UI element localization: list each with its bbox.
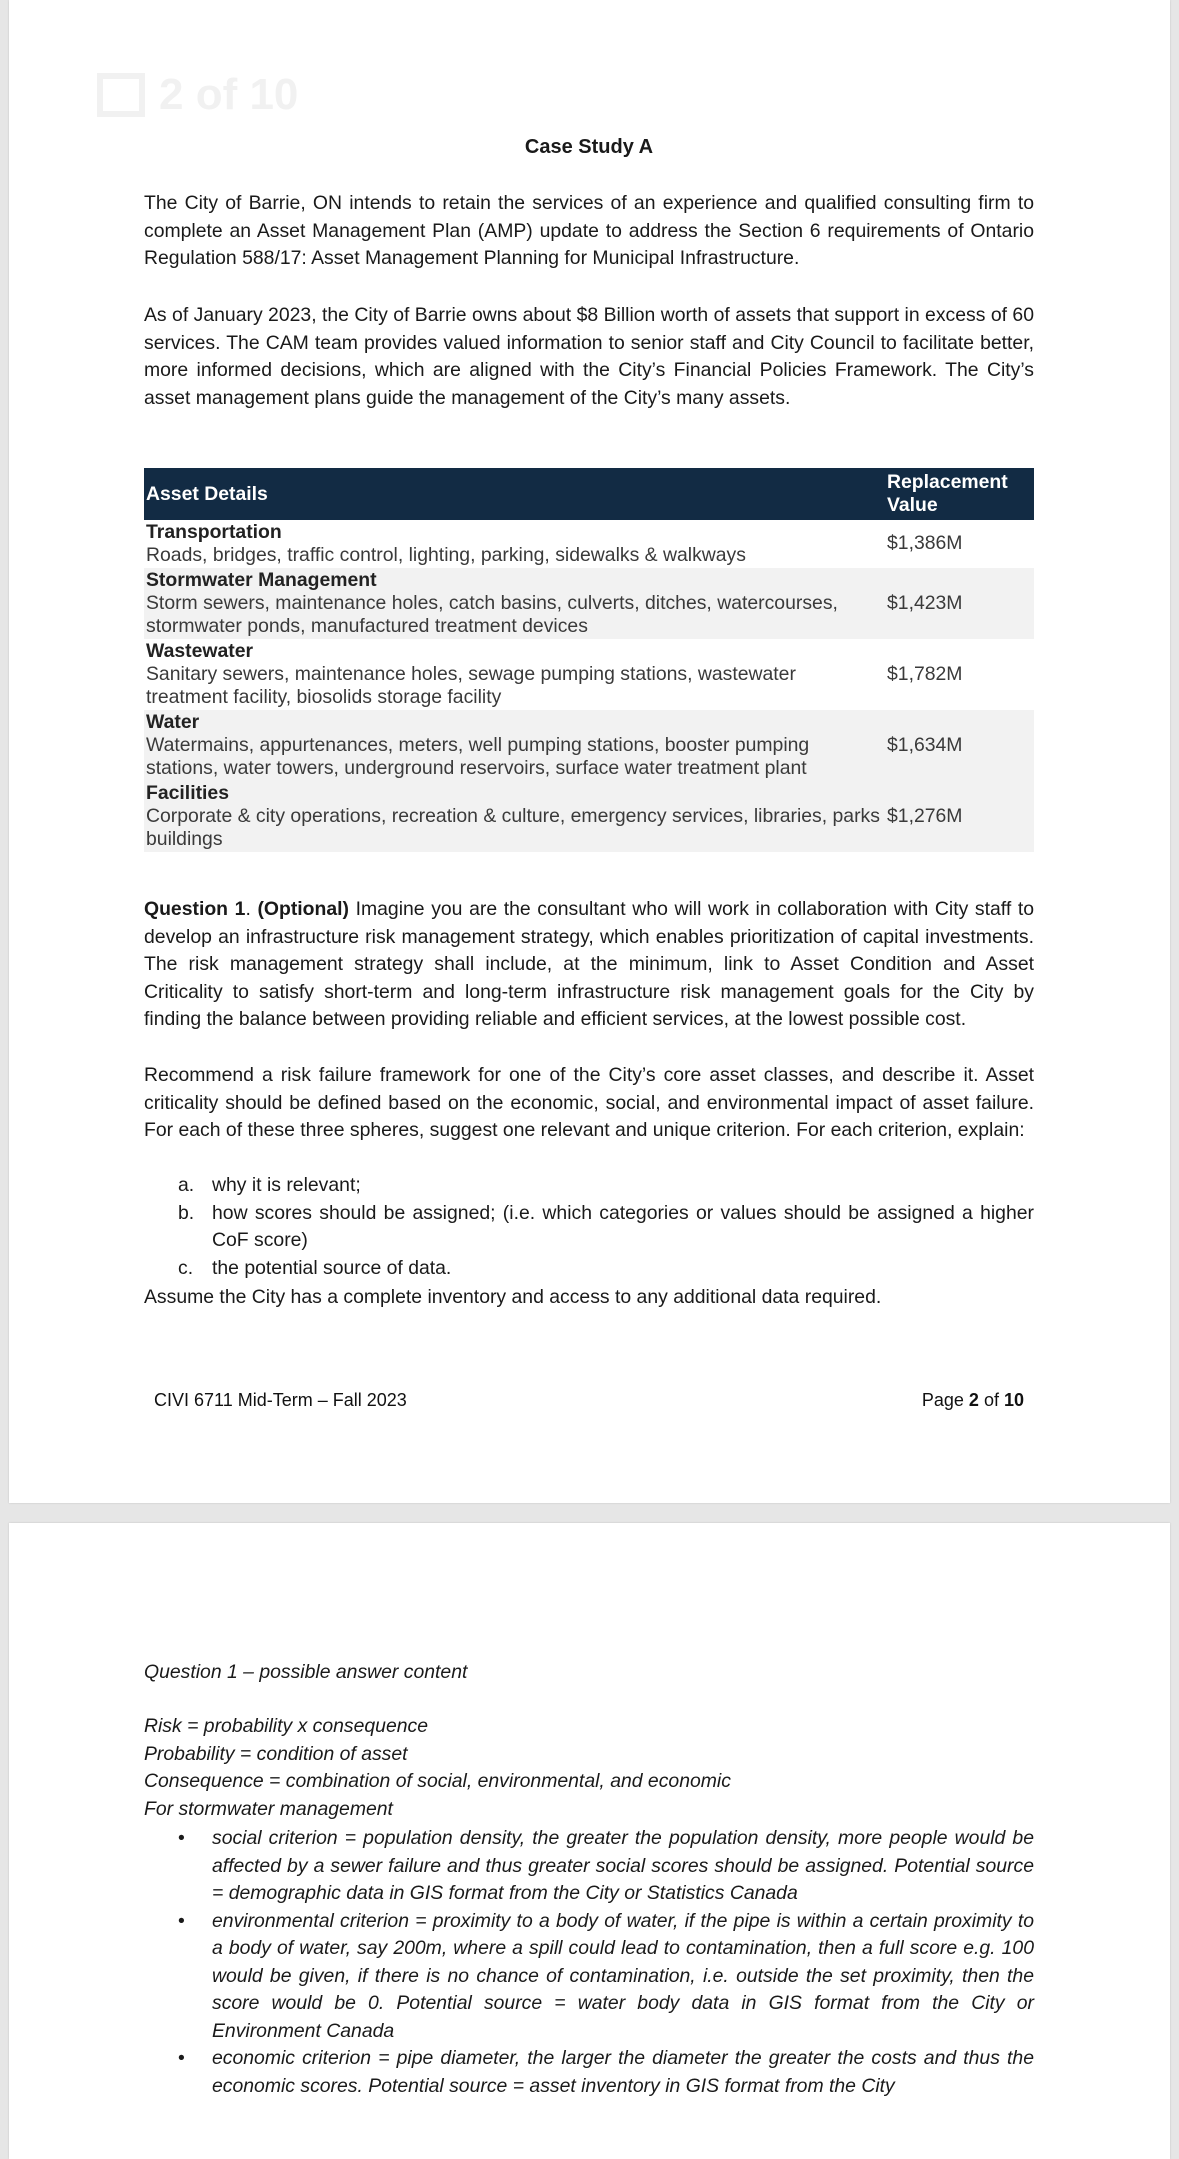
footer-page-current: 2 (968, 1390, 979, 1410)
answer-line: Probability = condition of asset (144, 1742, 408, 1765)
asset-description: Corporate & city operations, recreation & culture, emergency services, libraries, parks buildings (146, 805, 880, 850)
header-asset-details: Asset Details (144, 468, 885, 520)
criterion-text: why it is relevant; (212, 1174, 361, 1196)
list-item (178, 1908, 1034, 2046)
asset-category: Transportation (146, 521, 282, 543)
table-header-row (144, 468, 1034, 520)
page-title: Case Study A (524, 136, 654, 158)
table-row (144, 568, 1034, 639)
question-label: Question 1 (144, 898, 246, 920)
watermark-text: 2 of 10 (159, 70, 299, 119)
footer-of: of (983, 1390, 999, 1410)
footer-page-number (922, 1390, 1024, 1411)
replacement-value: $1,423M (885, 568, 1034, 639)
asset-category: Facilities (146, 782, 229, 804)
bullet-icon: • (178, 1909, 185, 1932)
intro-paragraph-1: The City of Barrie, ON intends to retain the services of an experience and qualified consulting firm to complete an Asset Management Plan (AMP) update to address the Section 6 requirements of Ontario Regulation 588/17: Asset Management Planning for Municipal Infrastructure. (144, 192, 1034, 269)
asset-description: Roads, bridges, traffic control, lighting, parking, sidewalks & walkways (146, 544, 746, 566)
bullet-icon: • (178, 1827, 185, 1849)
asset-details-cell (144, 639, 885, 710)
replacement-value: $1,782M (887, 662, 963, 685)
intro-paragraph-2: As of January 2023, the City of Barrie owns about $8 Billion worth of assets that support in excess of 60 services. The CAM team provides valued information to senior staff and City Council to facilitate better, more informed decisions, which are aligned with the City’s Financial Policies Framework. The City’s asset management plans guide the management of the City’s many assets. (144, 304, 1034, 409)
replacement-value: $1,634M (885, 710, 1034, 781)
page-2-content (144, 1523, 1034, 2159)
criterion-text: the potential source of data. (212, 1256, 452, 1279)
recommend-paragraph: Recommend a risk failure framework for one of the City’s core asset classes, and describe it. Asset criticality should be defined based on the economic, social, and environmental impact of asset failure. For each of these three spheres, suggest one relevant and unique criterion. For each criterion, explain: (144, 1064, 1034, 1141)
assume-paragraph: Assume the City has a complete inventory and access to any additional data required. (144, 1286, 882, 1308)
asset-details-cell (144, 781, 885, 852)
answer-line: For stormwater management (144, 1797, 393, 1820)
asset-description: Storm sewers, maintenance holes, catch basins, culverts, ditches, watercourses, stormwater ponds, manufactured treatment devices (146, 592, 838, 637)
asset-details-cell (144, 520, 885, 568)
asset-category: Stormwater Management (146, 569, 377, 591)
list-item (178, 1172, 1034, 1200)
question-paragraph: Question 1. (Optional) Imagine you are the consultant who will work in collaboration with City staff to develop an infrastructure risk management strategy, which enables prioritization of capital investments. The risk management strategy shall include, at the minimum, link to Asset Condition and Asset Criticality to satisfy short-term and long-term infrastructure risk management goals for the City by finding the balance between providing reliable and efficient services, at the lowest possible cost. (144, 898, 1034, 1030)
list-item (178, 2045, 1034, 2100)
asset-category: Water (146, 711, 200, 733)
replacement-value: $1,276M (885, 781, 1034, 852)
asset-category: Wastewater (146, 640, 254, 662)
bullet-icon: • (178, 2047, 185, 2069)
table-row (144, 639, 1034, 710)
list-marker: a. (178, 1174, 195, 1196)
list-marker: c. (178, 1256, 194, 1279)
document-page-1 (9, 0, 1170, 1503)
bullet-text: environmental criterion = proximity to a body of water, if the pipe is within a certain proximity to a body of water, say 200m, where a spill could lead to contamination, then a full score e.g. 100 would be given, if there is no chance of contamination, i.e. outside the set proximity, then the score would be 0. Potential source = water body data in GIS format from the City or Environment Canada (212, 1909, 1034, 2042)
table-row (144, 781, 1034, 852)
table-row (144, 520, 1034, 568)
asset-table (144, 468, 1034, 852)
replacement-value: $1,386M (887, 532, 963, 554)
asset-description: Watermains, appurtenances, meters, well pumping stations, booster pumping stations, water towers, underground reservoirs, surface water treatment plant (146, 734, 810, 779)
footer-page-word: Page (921, 1390, 964, 1410)
list-item (178, 1825, 1034, 1908)
asset-details-cell (144, 710, 885, 781)
page-icon (97, 73, 145, 117)
bullet-text: social criterion = population density, the greater the population density, more people would be affected by a sewer failure and thus greater social scores should be assigned. Potential source = demographic data in GIS format from the City or Statistics Canada (212, 1827, 1034, 1904)
criteria-list (144, 1172, 1034, 1282)
criterion-text: how scores should be assigned; (i.e. which categories or values should be assigned a higher CoF score) (212, 1201, 1034, 1251)
asset-description: Sanitary sewers, maintenance holes, sewage pumping stations, wastewater treatment facility, biosolids storage facility (146, 663, 796, 708)
list-item (178, 1200, 1034, 1255)
list-marker: b. (178, 1201, 195, 1224)
asset-details-cell (144, 568, 885, 639)
question-text: Imagine you are the consultant who will work in collaboration with City staff to develop an infrastructure risk management strategy, which enables prioritization of capital investments. The risk management strategy shall include, at the minimum, link to Asset Condition and Asset Criticality to satisfy short-term and long-term infrastructure risk management goals for the City by finding the balance between providing reliable and efficient services, at the lowest possible cost. (144, 898, 1034, 1030)
footer-course: CIVI 6711 Mid-Term – Fall 2023 (154, 1390, 407, 1410)
answer-heading: Question 1 – possible answer content (144, 1661, 468, 1683)
answer-bullet-list (144, 1825, 1034, 2100)
bullet-text: economic criterion = pipe diameter, the larger the diameter the greater the costs and thus the economic scores. Potential source = asset inventory in GIS format from the City (212, 2047, 1034, 2097)
list-item (178, 1255, 1034, 1283)
footer-page-total: 10 (1003, 1390, 1024, 1410)
document-page-2 (9, 1523, 1170, 2159)
answer-lines (144, 1713, 731, 1823)
header-replacement-value: Replacement Value (885, 468, 1034, 520)
answer-line: Risk = probability x consequence (144, 1715, 429, 1737)
question-optional: (Optional) (257, 898, 349, 920)
page-1-content (144, 0, 1034, 1503)
table-row (144, 710, 1034, 781)
answer-line: Consequence = combination of social, environmental, and economic (144, 1770, 731, 1792)
